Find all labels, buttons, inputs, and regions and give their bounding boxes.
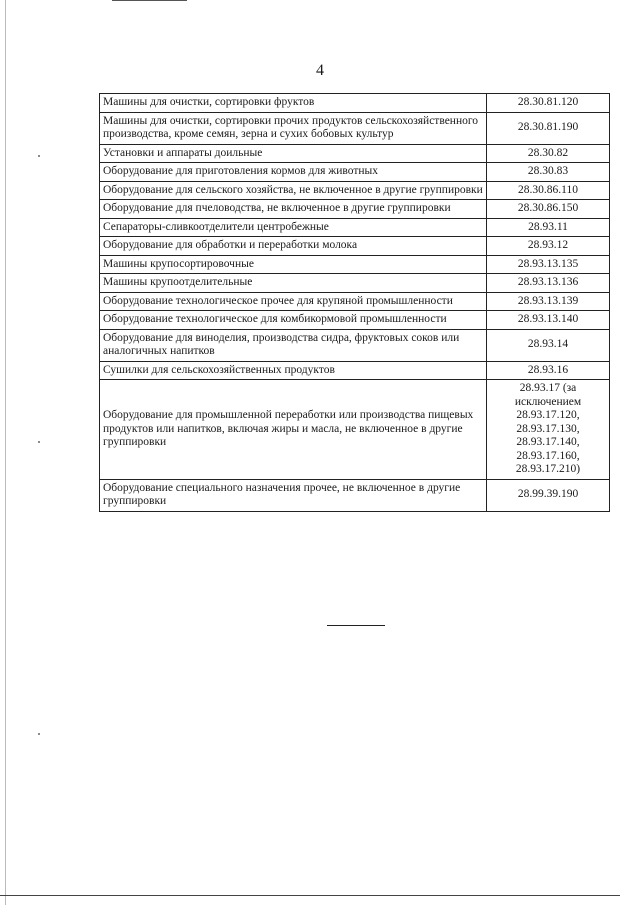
table-row — [100, 292, 610, 311]
table-row — [100, 163, 610, 182]
table-row — [100, 94, 610, 113]
equipment-name-cell: Сушилки для сельскохозяйственных продуктов — [100, 361, 487, 380]
okpd-code-cell: 28.93.11 — [487, 218, 610, 237]
okpd-code-cell: 28.93.12 — [487, 237, 610, 256]
table-row — [100, 237, 610, 256]
okpd-code-cell: 28.30.86.150 — [487, 200, 610, 219]
equipment-name-cell: Оборудование для промышленной переработки или производства пищевых продуктов или напитков, включая жиры и масла, не включенное в другие группировки — [100, 380, 487, 480]
okpd-code-cell: 28.93.13.139 — [487, 292, 610, 311]
equipment-name-cell: Оборудование специального назначения прочее, не включенное в другие группировки — [100, 479, 487, 511]
equipment-name-cell: Установки и аппараты доильные — [100, 144, 487, 163]
scan-edge-left — [5, 0, 6, 905]
equipment-code-table — [99, 93, 610, 512]
table-body — [100, 94, 610, 512]
table-row — [100, 329, 610, 361]
table-row — [100, 144, 610, 163]
scan-line-top — [112, 0, 187, 1]
table-row — [100, 218, 610, 237]
equipment-name-cell: Сепараторы-сливкоотделители центробежные — [100, 218, 487, 237]
scan-speck — [38, 155, 40, 157]
okpd-code-cell: 28.93.16 — [487, 361, 610, 380]
scan-speck — [38, 441, 40, 443]
equipment-name-cell: Оборудование для приготовления кормов для животных — [100, 163, 487, 182]
table-row — [100, 200, 610, 219]
scan-speck — [38, 733, 40, 735]
okpd-code-cell: 28.30.86.110 — [487, 181, 610, 200]
okpd-code-cell: 28.93.13.136 — [487, 274, 610, 293]
okpd-code-cell: 28.30.82 — [487, 144, 610, 163]
okpd-code-cell: 28.99.39.190 — [487, 479, 610, 511]
okpd-code-cell: 28.30.81.120 — [487, 94, 610, 113]
okpd-code-cell: 28.93.13.140 — [487, 311, 610, 330]
table-row — [100, 479, 610, 511]
equipment-name-cell: Машины крупоотделительные — [100, 274, 487, 293]
okpd-code-cell: 28.93.14 — [487, 329, 610, 361]
okpd-code-cell: 28.30.81.190 — [487, 112, 610, 144]
table-row — [100, 255, 610, 274]
table-row — [100, 361, 610, 380]
equipment-name-cell: Машины для очистки, сортировки прочих продуктов сельскохозяйственного производства, кроме семян, зерна и сухих бобовых культур — [100, 112, 487, 144]
equipment-name-cell: Машины для очистки, сортировки фруктов — [100, 94, 487, 113]
table-row — [100, 380, 610, 480]
equipment-name-cell: Оборудование для сельского хозяйства, не включенное в другие группировки — [100, 181, 487, 200]
okpd-code-cell: 28.30.83 — [487, 163, 610, 182]
equipment-name-cell: Оборудование для обработки и переработки молока — [100, 237, 487, 256]
end-rule — [327, 625, 385, 626]
table-row — [100, 181, 610, 200]
table-row — [100, 112, 610, 144]
okpd-code-cell: 28.93.17 (за исключением 28.93.17.120, 28.93.17.130, 28.93.17.140, 28.93.17.160, 28.93.17.210) — [487, 380, 610, 480]
scan-edge-bottom — [0, 895, 620, 896]
page-number: 4 — [316, 62, 324, 79]
okpd-code-cell: 28.93.13.135 — [487, 255, 610, 274]
table-row — [100, 274, 610, 293]
equipment-name-cell: Оборудование для пчеловодства, не включенное в другие группировки — [100, 200, 487, 219]
equipment-name-cell: Оборудование для виноделия, производства сидра, фруктовых соков или аналогичных напитков — [100, 329, 487, 361]
equipment-name-cell: Оборудование технологическое для комбикормовой промышленности — [100, 311, 487, 330]
equipment-name-cell: Машины крупосортировочные — [100, 255, 487, 274]
table-row — [100, 311, 610, 330]
equipment-name-cell: Оборудование технологическое прочее для крупяной промышленности — [100, 292, 487, 311]
